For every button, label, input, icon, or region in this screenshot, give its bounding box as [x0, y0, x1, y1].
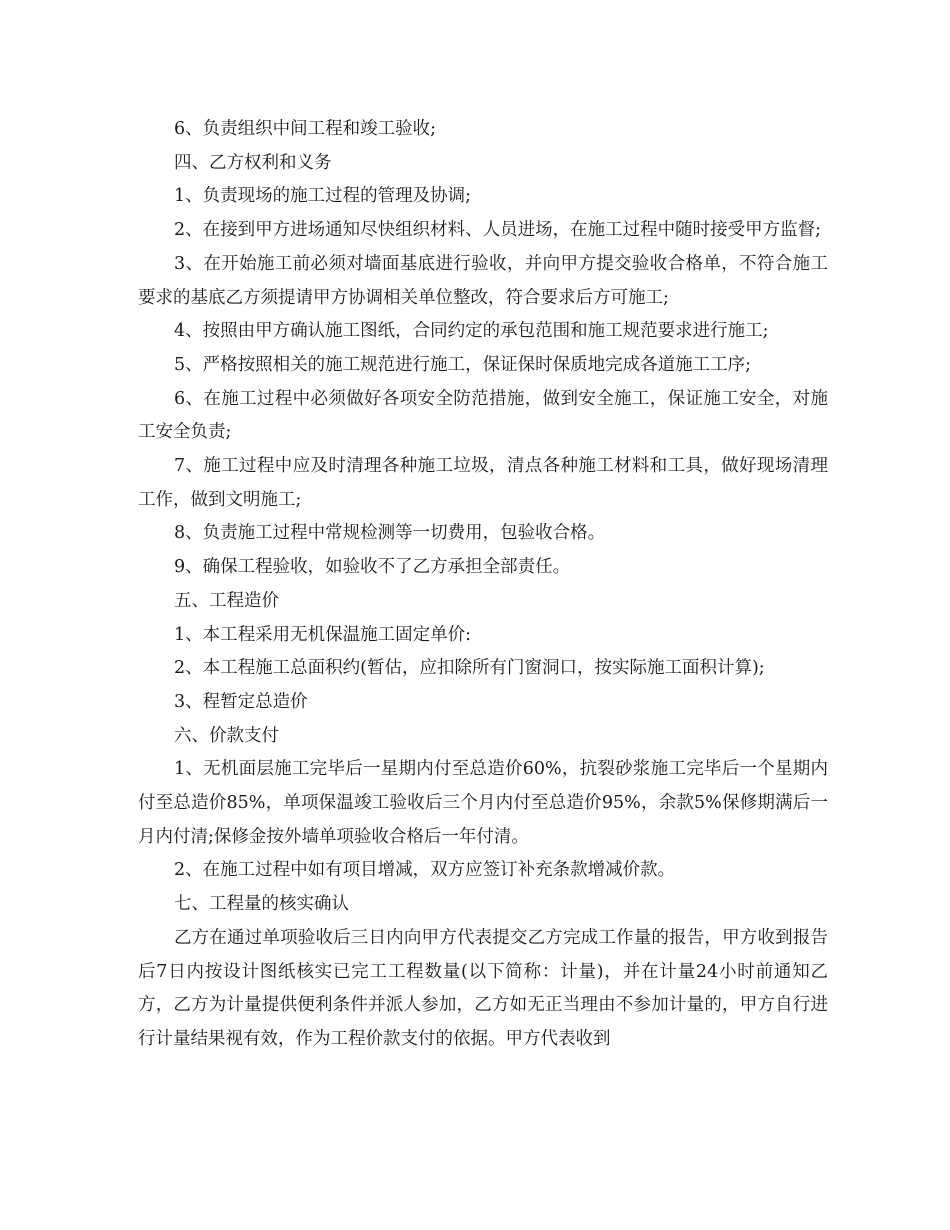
- paragraph: 9、确保工程验收，如验收不了乙方承担全部责任。: [174, 557, 571, 578]
- paragraph: 乙方在通过单项验收后三日内向甲方代表提交乙方完成工作量的报告，甲方收到报告后7日内按设计图纸核实已完工工程数量(以下简称：计量)，并在计量24小时前通知乙方，乙方为计量提供便利条件并派人参加，乙方如无正当理由不参加计量的，甲方自行进行计量结果视有效，作为工程价款支付的依据。甲方代表收到: [138, 927, 828, 1049]
- paragraph: 1、本工程采用无机保温施工固定单价:: [174, 624, 472, 645]
- paragraph: 4、按照由甲方确认施工图纸，合同约定的承包范围和施工规范要求进行施工;: [174, 321, 769, 342]
- paragraph: 2、本工程施工总面积约(暂估，应扣除所有门窗洞口，按实际施工面积计算);: [174, 658, 765, 679]
- paragraph: 3、程暂定总造价: [174, 691, 308, 712]
- paragraph: 1、无机面层施工完毕后一星期内付至总造价60%，抗裂砂浆施工完毕后一个星期内付至总造价85%，单项保温竣工验收后三个月内付至总造价95%，余款5%保修期满后一月内付清;保修金按外墙单项验收合格后一年付清。: [138, 759, 828, 847]
- section-heading: 四、乙方权利和义务: [174, 152, 332, 173]
- document-body: [138, 113, 828, 1057]
- paragraph: 3、在开始施工前必须对墙面基底进行验收，并向甲方提交验收合格单，不符合施工要求的基底乙方须提请甲方协调相关单位整改，符合要求后方可施工;: [138, 253, 828, 308]
- paragraph: 8、负责施工过程中常规检测等一切费用，包验收合格。: [174, 523, 606, 544]
- paragraph: 2、在接到甲方进场通知尽快组织材料、人员进场，在施工过程中随时接受甲方监督;: [174, 220, 822, 241]
- paragraph: 1、负责现场的施工过程的管理及协调;: [174, 186, 472, 207]
- paragraph: 2、在施工过程中如有项目增减，双方应签订补充条款增减价款。: [174, 860, 676, 881]
- paragraph: 6、在施工过程中必须做好各项安全防范措施，做到安全施工，保证施工安全，对施工安全负责;: [138, 388, 828, 443]
- section-heading: 六、价款支付: [174, 725, 279, 746]
- section-heading: 五、工程造价: [174, 590, 279, 611]
- paragraph: 6、负责组织中间工程和竣工验收;: [174, 119, 437, 139]
- paragraph: 7、施工过程中应及时清理各种施工垃圾，清点各种施工材料和工具，做好现场清理工作，做到文明施工;: [138, 456, 828, 510]
- section-heading: 七、工程量的核实确认: [174, 894, 349, 915]
- paragraph: 5、严格按照相关的施工规范进行施工，保证保时保质地完成各道施工工序;: [174, 354, 752, 375]
